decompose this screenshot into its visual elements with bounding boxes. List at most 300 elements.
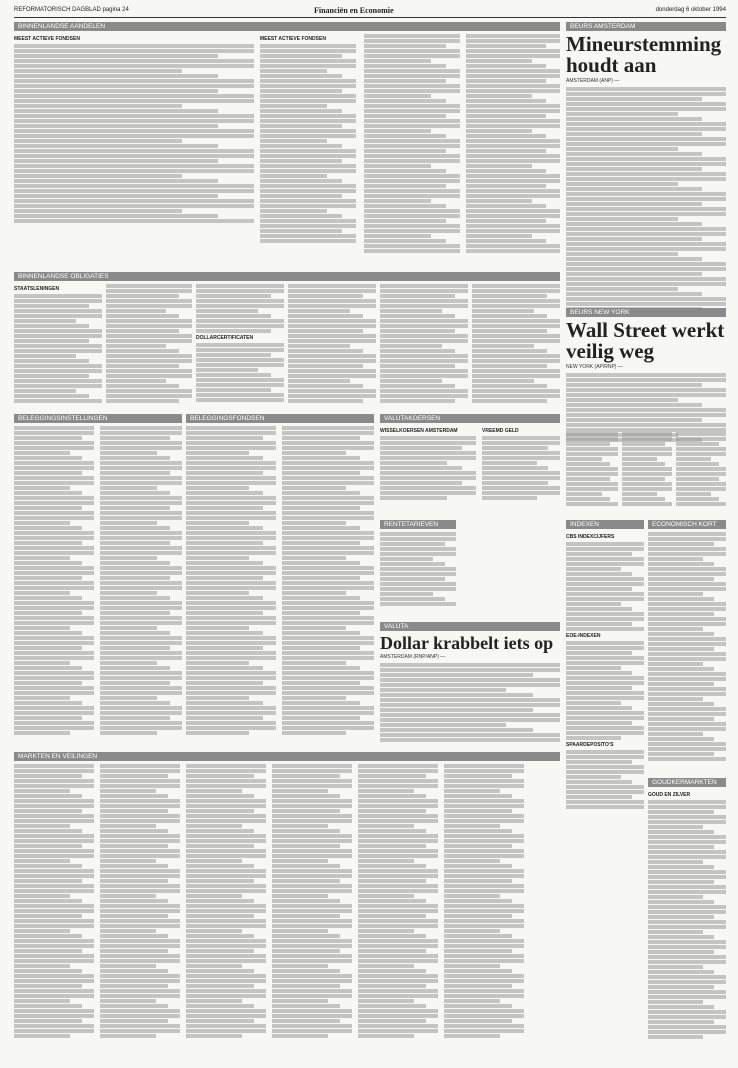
text-line: [100, 799, 180, 803]
text-line: [364, 219, 446, 223]
text-line: [358, 794, 426, 798]
text-line: [444, 999, 500, 1003]
text-line: [472, 304, 560, 308]
text-line: [288, 314, 363, 318]
text-line: [566, 97, 702, 101]
text-line: [14, 666, 82, 670]
text-line: [272, 979, 352, 983]
text-line: [358, 819, 438, 823]
text-line: [648, 617, 726, 621]
text-line: [288, 339, 376, 343]
text-line: [444, 874, 524, 878]
text-line: [100, 989, 180, 993]
text-line: [14, 686, 94, 690]
text-line: [648, 815, 726, 819]
text-line: [566, 423, 726, 427]
text-line: [648, 880, 714, 884]
text-line: [100, 959, 180, 963]
text-line: [186, 1029, 266, 1033]
text-line: [196, 378, 284, 382]
text-line: [14, 1029, 94, 1033]
text-line: [100, 934, 168, 938]
text-line: [358, 839, 438, 843]
text-line: [100, 824, 156, 828]
amsterdam-dateline: AMSTERDAM (ANP) —: [566, 78, 620, 84]
text-line: [566, 227, 726, 231]
text-line: [380, 359, 468, 363]
text-line: [380, 693, 533, 697]
text-line: [648, 687, 726, 691]
text-line: [186, 586, 276, 590]
text-line: [466, 159, 560, 163]
text-line: [288, 394, 376, 398]
text-line: [648, 970, 714, 974]
text-line: [186, 636, 276, 640]
text-line: [186, 561, 263, 565]
text-line: [272, 824, 328, 828]
text-line: [566, 297, 726, 301]
text-line: [186, 894, 242, 898]
text-line: [676, 467, 726, 471]
text-line: [566, 795, 632, 799]
text-line: [380, 456, 476, 460]
aandelen-table: [14, 34, 560, 260]
text-line: [622, 462, 665, 466]
text-line: [358, 859, 414, 863]
text-line: [186, 461, 276, 465]
aandelen-col-2: [260, 34, 356, 260]
text-line: [364, 234, 431, 238]
text-line: [466, 164, 532, 168]
text-line: [282, 606, 374, 610]
text-line: [566, 87, 726, 91]
text-line: [272, 764, 352, 768]
text-line: [100, 666, 170, 670]
text-line: [364, 174, 460, 178]
text-line: [100, 456, 170, 460]
text-line: [380, 476, 476, 480]
text-line: [648, 845, 714, 849]
text-line: [14, 124, 218, 128]
text-line: [282, 506, 360, 510]
text-line: [358, 899, 426, 903]
text-line: [272, 899, 340, 903]
text-line: [100, 1019, 168, 1023]
text-line: [380, 542, 445, 546]
text-line: [196, 299, 284, 303]
text-line: [288, 379, 350, 383]
text-line: [272, 929, 328, 933]
aandelen-col-3: [364, 34, 460, 260]
text-line: [14, 481, 94, 485]
text-line: [466, 69, 560, 73]
text-line: [566, 292, 702, 296]
text-line: [14, 164, 254, 168]
text-line: [106, 374, 192, 378]
text-line: [472, 324, 560, 328]
text-line: [282, 471, 360, 475]
text-line: [648, 547, 726, 551]
text-line: [288, 399, 363, 403]
text-line: [100, 621, 182, 625]
text-line: [186, 989, 266, 993]
text-line: [282, 456, 360, 460]
text-line: [186, 854, 266, 858]
text-line: [260, 144, 342, 148]
text-line: [472, 289, 560, 293]
text-line: [14, 571, 94, 575]
aandelen-col-4: [466, 34, 560, 260]
text-line: [566, 92, 726, 96]
text-line: [14, 59, 254, 63]
goud-rows: [648, 800, 726, 1039]
text-line: [14, 1034, 70, 1038]
text-line: [566, 800, 644, 804]
header-date: donderdag 6 oktober 1994: [655, 7, 726, 13]
indexen-rows-2: [566, 641, 644, 740]
text-line: [282, 486, 346, 490]
text-line: [14, 189, 254, 193]
text-line: [196, 324, 284, 328]
text-line: [100, 1034, 156, 1038]
text-line: [260, 119, 356, 123]
text-line: [566, 472, 618, 476]
text-line: [106, 394, 192, 398]
text-line: [14, 159, 218, 163]
text-line: [566, 177, 726, 181]
text-line: [100, 541, 170, 545]
text-line: [186, 929, 242, 933]
text-line: [380, 532, 456, 536]
text-line: [380, 602, 456, 606]
text-line: [648, 537, 726, 541]
text-line: [260, 109, 342, 113]
text-line: [100, 486, 157, 490]
text-line: [358, 764, 438, 768]
text-line: [100, 526, 170, 530]
text-line: [14, 1014, 94, 1018]
text-line: [186, 546, 276, 550]
text-line: [358, 894, 414, 898]
text-line: [676, 492, 711, 496]
markten-col-3: [186, 764, 266, 1054]
markten-col-6: [444, 764, 524, 1054]
section-band-aandelen: BINNENLANDSE AANDELEN: [14, 22, 560, 31]
text-line: [196, 319, 284, 323]
text-line: [186, 859, 242, 863]
text-line: [380, 324, 468, 328]
text-line: [676, 472, 726, 476]
text-line: [14, 829, 82, 833]
text-line: [100, 581, 182, 585]
text-line: [566, 736, 621, 740]
text-line: [444, 1009, 524, 1013]
text-line: [14, 726, 94, 730]
text-line: [260, 234, 356, 238]
text-line: [100, 521, 157, 525]
text-line: [186, 924, 266, 928]
text-line: [444, 969, 512, 973]
text-line: [272, 1024, 352, 1028]
aandelen-rows: [14, 44, 254, 223]
text-line: [648, 920, 726, 924]
text-line: [380, 673, 533, 677]
text-line: [566, 755, 644, 759]
text-line: [444, 839, 524, 843]
text-line: [288, 389, 376, 393]
text-line: [14, 839, 94, 843]
text-line: [466, 89, 560, 93]
text-line: [358, 939, 438, 943]
text-line: [272, 784, 352, 788]
indexen-rows-3: [566, 750, 644, 809]
text-line: [186, 814, 266, 818]
text-line: [566, 272, 702, 276]
text-line: [14, 139, 182, 143]
text-line: [380, 399, 455, 403]
text-line: [566, 418, 702, 422]
text-line: [648, 900, 714, 904]
text-line: [282, 681, 360, 685]
newyork-headline: Wall Street werkt veilig weg: [566, 318, 725, 363]
text-line: [186, 651, 276, 655]
text-line: [364, 119, 460, 123]
text-line: [648, 677, 726, 681]
section-title: Financiën en Economie: [314, 6, 394, 15]
text-line: [14, 501, 94, 505]
text-line: [566, 770, 644, 774]
text-line: [648, 702, 714, 706]
text-line: [196, 368, 258, 372]
text-line: [648, 532, 726, 536]
text-line: [282, 551, 374, 555]
text-line: [100, 1009, 180, 1013]
text-line: [14, 636, 94, 640]
text-line: [358, 869, 438, 873]
text-line: [566, 497, 610, 501]
text-line: [100, 944, 180, 948]
text-line: [186, 501, 276, 505]
text-line: [566, 656, 644, 660]
instellingen-col-2: [100, 426, 182, 748]
text-line: [282, 731, 346, 735]
text-line: [676, 482, 726, 486]
text-line: [566, 582, 644, 586]
text-line: [444, 804, 524, 808]
dollarcertificaten-heading: DOLLARCERTIFICATEN: [196, 335, 254, 341]
text-line: [260, 64, 356, 68]
text-line: [648, 910, 726, 914]
text-line: [364, 49, 460, 53]
text-line: [260, 239, 356, 243]
text-line: [482, 466, 548, 470]
text-line: [648, 587, 726, 591]
goud-zilver-heading: GOUD EN ZILVER: [648, 792, 691, 798]
text-line: [14, 84, 254, 88]
text-line: [648, 612, 714, 616]
markten-col-1: [14, 764, 94, 1054]
text-line: [282, 576, 360, 580]
text-line: [444, 834, 524, 838]
text-line: [648, 860, 703, 864]
text-line: [272, 789, 328, 793]
text-line: [648, 865, 714, 869]
text-line: [282, 621, 374, 625]
text-line: [364, 79, 446, 83]
text-line: [282, 626, 346, 630]
text-line: [260, 199, 356, 203]
text-line: [364, 44, 446, 48]
instellingen-table: [14, 426, 182, 748]
text-line: [648, 840, 726, 844]
text-line: [648, 1035, 703, 1039]
text-line: [14, 631, 82, 635]
text-line: [186, 1019, 254, 1023]
text-line: [100, 814, 180, 818]
text-line: [566, 408, 726, 412]
text-line: [566, 666, 621, 670]
text-line: [288, 324, 376, 328]
text-line: [566, 671, 632, 675]
text-line: [186, 1009, 266, 1013]
text-line: [14, 314, 102, 318]
text-line: [648, 905, 726, 909]
text-line: [676, 447, 726, 451]
text-line: [380, 446, 462, 450]
text-line: [186, 979, 266, 983]
rentetarieven-table: [380, 532, 456, 618]
markten-rows-5: [358, 764, 438, 1038]
text-line: [566, 217, 678, 221]
text-line: [186, 611, 263, 615]
text-line: [566, 112, 678, 116]
text-line: [282, 706, 374, 710]
text-line: [444, 889, 524, 893]
text-line: [364, 209, 460, 213]
text-line: [100, 834, 180, 838]
text-line: [444, 894, 500, 898]
text-line: [622, 467, 672, 471]
section-band-economisch-kort: ECONOMISCH KORT: [648, 520, 726, 529]
text-line: [14, 809, 82, 813]
text-line: [566, 602, 621, 606]
text-line: [106, 309, 166, 313]
text-line: [482, 441, 560, 445]
text-line: [444, 934, 512, 938]
text-line: [100, 616, 182, 620]
text-line: [100, 924, 180, 928]
text-line: [566, 726, 644, 730]
fondsen-col-1: [186, 426, 276, 748]
text-line: [100, 809, 168, 813]
text-line: [272, 1004, 340, 1008]
text-line: [648, 810, 714, 814]
text-line: [272, 804, 352, 808]
text-line: [14, 109, 218, 113]
text-line: [444, 1019, 512, 1023]
text-line: [186, 959, 266, 963]
text-line: [472, 389, 560, 393]
text-line: [100, 939, 180, 943]
text-line: [14, 531, 94, 535]
text-line: [622, 477, 665, 481]
text-line: [186, 774, 254, 778]
valuta-dateline: AMSTERDAM (RNP/ANP) —: [380, 654, 446, 660]
text-line: [566, 447, 618, 451]
text-line: [14, 374, 89, 378]
text-line: [14, 994, 94, 998]
text-line: [648, 825, 703, 829]
text-line: [14, 389, 76, 393]
text-line: [186, 481, 276, 485]
text-line: [482, 436, 560, 440]
text-line: [186, 784, 266, 788]
text-line: [272, 904, 352, 908]
text-line: [648, 707, 726, 711]
text-line: [100, 859, 156, 863]
text-line: [566, 302, 726, 306]
text-line: [260, 204, 356, 208]
text-line: [272, 969, 340, 973]
text-line: [282, 466, 374, 470]
text-line: [380, 723, 506, 727]
text-line: [14, 1019, 82, 1023]
text-line: [186, 486, 249, 490]
text-line: [196, 388, 271, 392]
text-line: [648, 980, 726, 984]
text-line: [364, 139, 460, 143]
valutakoersen-rows-2: [482, 436, 560, 500]
text-line: [282, 481, 374, 485]
text-line: [100, 899, 168, 903]
text-line: [272, 864, 340, 868]
text-line: [260, 184, 356, 188]
text-line: [364, 169, 446, 173]
text-line: [466, 189, 560, 193]
text-line: [106, 329, 179, 333]
text-line: [196, 348, 284, 352]
markten-rows-6: [444, 764, 524, 1038]
text-line: [358, 789, 414, 793]
text-line: [282, 721, 374, 725]
text-line: [282, 461, 374, 465]
text-line: [14, 764, 94, 768]
newyork-rows-3: [676, 432, 726, 506]
text-line: [358, 964, 414, 968]
text-line: [186, 964, 242, 968]
text-line: [100, 954, 180, 958]
text-line: [14, 349, 102, 353]
text-line: [260, 124, 342, 128]
text-line: [282, 671, 374, 675]
text-line: [14, 359, 89, 363]
text-line: [186, 431, 276, 435]
newyork-rows-2: [622, 432, 672, 506]
text-line: [14, 319, 76, 323]
text-line: [14, 884, 94, 888]
text-line: [100, 496, 182, 500]
text-line: [272, 869, 352, 873]
text-line: [648, 632, 714, 636]
text-line: [100, 994, 180, 998]
text-line: [288, 334, 376, 338]
text-line: [282, 541, 360, 545]
text-line: [358, 784, 438, 788]
text-line: [380, 369, 468, 373]
markten-rows-3: [186, 764, 266, 1038]
text-line: [100, 646, 170, 650]
text-line: [358, 834, 438, 838]
